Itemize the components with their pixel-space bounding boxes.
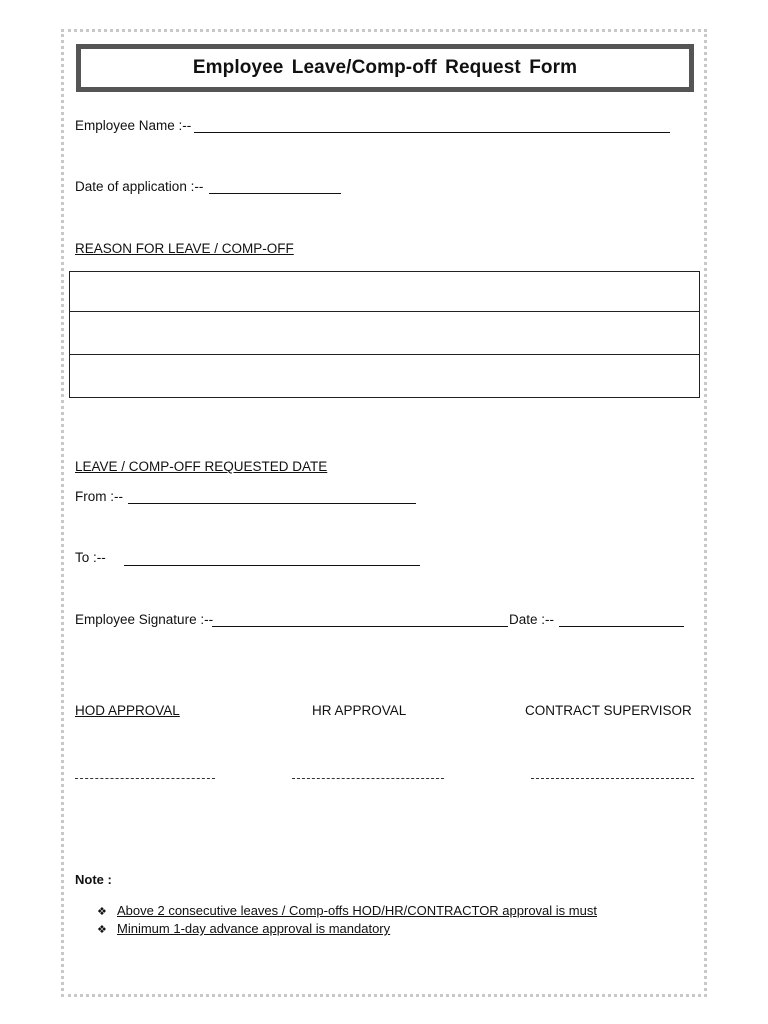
- date-of-application-field[interactable]: [209, 193, 341, 194]
- to-date-field[interactable]: [124, 565, 420, 566]
- hod-approval-label: HOD APPROVAL: [75, 703, 180, 718]
- reason-heading: REASON FOR LEAVE / COMP-OFF: [75, 241, 294, 256]
- note-item-1: Above 2 consecutive leaves / Comp-offs HOD/HR/CONTRACTOR approval is must: [117, 903, 597, 918]
- from-label: From :--: [75, 489, 123, 504]
- diamond-bullet-icon: ❖: [97, 906, 107, 918]
- employee-signature-field[interactable]: [212, 626, 508, 627]
- employee-name-field[interactable]: [194, 132, 670, 133]
- date-of-application-label: Date of application :--: [75, 179, 204, 194]
- hod-signature-line[interactable]: [75, 778, 215, 779]
- signature-date-field[interactable]: [559, 626, 684, 627]
- hr-approval-label: HR APPROVAL: [312, 703, 407, 718]
- contract-supervisor-signature-line[interactable]: [531, 778, 694, 779]
- reason-row-2[interactable]: [69, 311, 700, 355]
- hr-signature-line[interactable]: [292, 778, 444, 779]
- contract-supervisor-label: CONTRACT SUPERVISOR: [525, 703, 692, 718]
- signature-date-label: Date :--: [509, 612, 555, 627]
- form-title-box: [76, 44, 694, 92]
- note-item-2: Minimum 1-day advance approval is mandatory: [117, 921, 391, 936]
- from-date-field[interactable]: [128, 503, 416, 504]
- employee-name-label: Employee Name :--: [75, 118, 192, 133]
- reason-row-3[interactable]: [69, 354, 700, 398]
- to-label: To :--: [75, 550, 106, 565]
- requested-date-heading: LEAVE / COMP-OFF REQUESTED DATE: [75, 459, 328, 474]
- page-border: [61, 29, 707, 997]
- note-heading: Note :: [75, 872, 112, 887]
- diamond-bullet-icon: ❖: [97, 924, 107, 936]
- reason-row-1[interactable]: [69, 271, 700, 312]
- form-title: Employee Leave/Comp-off Request Form: [192, 57, 578, 78]
- employee-signature-label: Employee Signature :--: [75, 612, 214, 627]
